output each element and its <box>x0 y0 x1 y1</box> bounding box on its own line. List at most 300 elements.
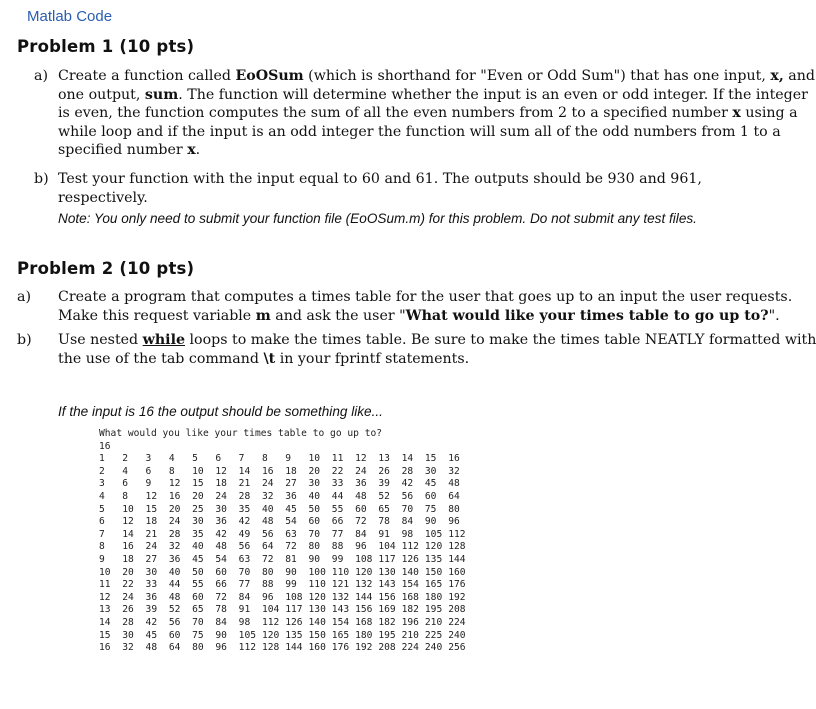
times-table-cell: 44 <box>331 490 344 502</box>
times-table-cell: 30 <box>145 566 158 578</box>
times-table-cell: 12 <box>99 591 111 603</box>
times-table-cell: 16 <box>261 465 274 477</box>
times-table-cell: 192 <box>355 642 373 654</box>
times-table-cell: 72 <box>285 541 297 553</box>
times-table-cell: 176 <box>448 579 466 591</box>
times-table-cell: 135 <box>424 553 443 565</box>
times-table-cell: 70 <box>192 616 204 628</box>
times-table-cell: 90 <box>424 516 437 528</box>
times-table-cell: 104 <box>378 541 396 553</box>
times-table-cell: 54 <box>215 553 227 565</box>
times-table-cell: 20 <box>308 465 321 477</box>
times-table-cell: 4 <box>99 490 105 502</box>
times-table-row <box>99 516 460 529</box>
times-table-cell: 88 <box>331 541 344 553</box>
times-table-cell: 96 <box>261 591 274 603</box>
times-table-cell: 98 <box>401 528 414 540</box>
times-table-cell: 39 <box>145 604 158 616</box>
times-table-cell: 72 <box>261 553 274 565</box>
times-table-cell: 26 <box>122 604 134 616</box>
times-table-cell: 65 <box>192 604 204 616</box>
times-table-row <box>99 503 460 517</box>
times-table-cell: 15 <box>424 453 437 465</box>
times-table-cell: 60 <box>168 629 181 641</box>
console-input: 16 <box>99 440 111 452</box>
times-table <box>99 453 466 655</box>
problem-1-note: Note: You only need to submit your function file (EoOSum.m) for this problem. Do not submit any test files. <box>58 211 697 226</box>
text-line: Use nested while loops to make the times table. Be sure to make the times table NEATLY formatted with <box>58 332 816 348</box>
times-table-cell: 16 <box>122 541 134 553</box>
times-table-cell: 8 <box>261 453 268 465</box>
times-table-cell: 60 <box>355 503 367 515</box>
times-table-cell: 40 <box>261 503 274 515</box>
times-table-cell: 39 <box>378 478 390 490</box>
times-table-cell: 12 <box>215 465 227 477</box>
times-table-cell: 8 <box>122 490 129 502</box>
times-table-cell: 150 <box>424 566 443 578</box>
times-table-cell: 120 <box>355 566 373 578</box>
times-table-cell: 192 <box>448 591 466 603</box>
times-table-cell: 120 <box>261 629 280 641</box>
times-table-cell: 96 <box>448 516 460 528</box>
times-table-cell: 165 <box>331 629 350 641</box>
times-table-cell: 11 <box>99 579 111 591</box>
times-table-cell: 110 <box>308 579 326 591</box>
times-table-cell: 130 <box>308 604 326 616</box>
times-table-cell: 99 <box>285 579 297 591</box>
times-table-cell: 130 <box>378 566 396 578</box>
times-table-cell: 66 <box>331 516 344 528</box>
times-table-cell: 36 <box>285 490 297 502</box>
times-table-cell: 10 <box>192 465 204 477</box>
times-table-cell: 144 <box>285 642 303 654</box>
times-table-cell: 32 <box>261 490 274 502</box>
times-table-cell: 16 <box>168 490 181 502</box>
times-table-cell: 40 <box>308 490 321 502</box>
times-table-cell: 84 <box>215 616 227 628</box>
times-table-cell: 117 <box>378 553 396 565</box>
times-table-cell: 196 <box>401 616 419 628</box>
times-table-cell: 60 <box>308 516 321 528</box>
times-table-cell: 225 <box>424 629 443 641</box>
times-table-cell: 10 <box>122 503 134 515</box>
times-table-cell: 150 <box>308 629 326 641</box>
times-table-cell: 180 <box>355 629 373 641</box>
times-table-cell: 100 <box>308 566 326 578</box>
problem-1-heading: Problem 1 (10 pts) <box>17 37 195 56</box>
times-table-row <box>99 553 466 567</box>
times-table-cell: 84 <box>401 516 414 528</box>
times-table-cell: 28 <box>401 465 414 477</box>
times-table-cell: 45 <box>424 478 437 490</box>
times-table-cell: 15 <box>192 478 204 490</box>
times-table-cell: 96 <box>355 541 367 553</box>
times-table-cell: 8 <box>168 465 175 477</box>
times-table-cell: 182 <box>378 616 396 628</box>
times-table-cell: 144 <box>448 553 466 565</box>
part-b-text <box>58 331 816 368</box>
times-table-cell: 4 <box>122 465 129 477</box>
times-table-row <box>99 528 466 542</box>
times-table-cell: 160 <box>448 566 466 578</box>
part-b-label: b) <box>17 332 32 348</box>
times-table-cell: 35 <box>238 503 251 515</box>
times-table-cell: 108 <box>355 553 373 565</box>
times-table-cell: 64 <box>448 490 460 502</box>
times-table-cell: 240 <box>448 629 466 641</box>
times-table-cell: 210 <box>401 629 419 641</box>
times-table-row <box>99 629 466 643</box>
times-table-cell: 36 <box>168 553 181 565</box>
times-table-cell: 5 <box>99 503 105 515</box>
times-table-cell: 60 <box>215 566 227 578</box>
times-table-cell: 56 <box>168 616 181 628</box>
times-table-cell: 60 <box>424 490 437 502</box>
times-table-cell: 45 <box>145 629 158 641</box>
times-table-cell: 169 <box>378 604 396 616</box>
times-table-row <box>99 465 460 479</box>
times-table-cell: 154 <box>331 616 350 628</box>
times-table-cell: 60 <box>192 591 204 603</box>
times-table-cell: 18 <box>285 465 297 477</box>
times-table-cell: 90 <box>215 629 227 641</box>
times-table-cell: 72 <box>355 516 367 528</box>
times-table-cell: 98 <box>238 616 251 628</box>
times-table-cell: 75 <box>424 503 437 515</box>
times-table-cell: 50 <box>192 566 204 578</box>
times-table-cell: 36 <box>145 591 158 603</box>
times-table-cell: 18 <box>145 516 158 528</box>
times-table-cell: 180 <box>424 591 443 603</box>
times-table-cell: 78 <box>378 516 390 528</box>
times-table-cell: 30 <box>424 465 437 477</box>
times-table-cell: 52 <box>168 604 181 616</box>
times-table-cell: 91 <box>238 604 251 616</box>
times-table-cell: 7 <box>238 453 245 465</box>
times-table-cell: 140 <box>401 566 419 578</box>
times-table-cell: 24 <box>122 591 134 603</box>
times-table-cell: 16 <box>99 642 111 654</box>
times-table-cell: 16 <box>448 453 460 465</box>
times-table-cell: 48 <box>215 541 227 553</box>
times-table-cell: 24 <box>261 478 274 490</box>
times-table-cell: 70 <box>238 566 251 578</box>
times-table-cell: 2 <box>99 465 105 477</box>
text-line: is even, the function computes the sum of all the even numbers from 2 to a specified number x using a <box>58 105 798 121</box>
times-table-cell: 28 <box>238 490 251 502</box>
times-table-cell: 168 <box>355 616 373 628</box>
text-line: Create a function called EoOSum (which is shorthand for "Even or Odd Sum") that has one input, x, and <box>58 68 815 84</box>
times-table-cell: 44 <box>168 579 181 591</box>
times-table-cell: 210 <box>424 616 443 628</box>
times-table-cell: 112 <box>401 541 419 553</box>
times-table-cell: 13 <box>378 453 390 465</box>
times-table-cell: 88 <box>261 579 274 591</box>
console-prompt: What would you like your times table to go up to? <box>99 428 383 439</box>
times-table-cell: 126 <box>401 553 419 565</box>
times-table-cell: 165 <box>424 579 443 591</box>
times-table-cell: 75 <box>192 629 204 641</box>
times-table-cell: 8 <box>99 541 105 553</box>
times-table-cell: 63 <box>285 528 297 540</box>
times-table-cell: 24 <box>145 541 158 553</box>
example-console-output <box>99 428 466 655</box>
times-table-cell: 9 <box>99 553 105 565</box>
times-table-cell: 78 <box>215 604 227 616</box>
times-table-cell: 96 <box>215 642 227 654</box>
times-table-cell: 12 <box>355 453 367 465</box>
times-table-cell: 14 <box>122 528 134 540</box>
times-table-cell: 168 <box>401 591 419 603</box>
times-table-cell: 20 <box>122 566 134 578</box>
times-table-row <box>99 616 466 630</box>
part-a-label: a) <box>17 289 31 305</box>
times-table-cell: 256 <box>448 642 466 654</box>
times-table-cell: 6 <box>145 465 152 477</box>
times-table-cell: 4 <box>168 453 175 465</box>
times-table-cell: 24 <box>215 490 227 502</box>
times-table-cell: 6 <box>215 453 222 465</box>
times-table-cell: 14 <box>401 453 414 465</box>
times-table-cell: 12 <box>168 478 181 490</box>
text-line: Create a program that computes a times table for the user that goes up to an input the user requests. <box>58 289 793 305</box>
times-table-cell: 55 <box>331 503 344 515</box>
times-table-cell: 77 <box>331 528 344 540</box>
times-table-cell: 48 <box>145 642 158 654</box>
times-table-cell: 14 <box>238 465 251 477</box>
times-table-cell: 30 <box>308 478 321 490</box>
times-table-cell: 30 <box>122 629 134 641</box>
times-table-cell: 110 <box>331 566 350 578</box>
times-table-cell: 9 <box>285 453 292 465</box>
times-table-cell: 48 <box>168 591 181 603</box>
times-table-cell: 154 <box>401 579 419 591</box>
times-table-cell: 10 <box>99 566 111 578</box>
times-table-cell: 42 <box>401 478 414 490</box>
times-table-cell: 135 <box>285 629 303 641</box>
times-table-cell: 80 <box>261 566 274 578</box>
text-line: specified number x. <box>58 142 201 158</box>
times-table-cell: 156 <box>378 591 396 603</box>
times-table-cell: 6 <box>99 516 105 528</box>
times-table-cell: 143 <box>378 579 396 591</box>
times-table-cell: 56 <box>261 528 274 540</box>
times-table-cell: 42 <box>215 528 227 540</box>
times-table-cell: 22 <box>122 579 134 591</box>
times-table-cell: 45 <box>192 553 204 565</box>
times-table-cell: 25 <box>192 503 204 515</box>
times-table-cell: 132 <box>331 591 350 603</box>
times-table-cell: 40 <box>192 541 204 553</box>
times-table-cell: 128 <box>261 642 280 654</box>
times-table-cell: 55 <box>192 579 204 591</box>
times-table-cell: 195 <box>424 604 443 616</box>
times-table-cell: 72 <box>215 591 227 603</box>
times-table-cell: 9 <box>145 478 152 490</box>
times-table-cell: 36 <box>355 478 367 490</box>
times-table-cell: 48 <box>355 490 367 502</box>
times-table-cell: 3 <box>99 478 105 490</box>
times-table-cell: 84 <box>355 528 367 540</box>
times-table-cell: 112 <box>261 616 280 628</box>
times-table-cell: 99 <box>331 553 344 565</box>
times-table-cell: 66 <box>215 579 227 591</box>
times-table-row <box>99 604 466 617</box>
times-table-cell: 182 <box>401 604 419 616</box>
times-table-cell: 65 <box>378 503 390 515</box>
times-table-cell: 15 <box>145 503 158 515</box>
times-table-cell: 28 <box>168 528 181 540</box>
times-table-cell: 52 <box>378 490 390 502</box>
times-table-cell: 126 <box>285 616 303 628</box>
times-table-row <box>99 541 466 554</box>
times-table-cell: 70 <box>308 528 321 540</box>
times-table-cell: 45 <box>285 503 297 515</box>
times-table-cell: 91 <box>378 528 390 540</box>
times-table-cell: 117 <box>285 604 303 616</box>
times-table-cell: 32 <box>448 465 460 477</box>
times-table-cell: 84 <box>238 591 251 603</box>
problem-1-part-b <box>34 170 769 206</box>
times-table-cell: 105 <box>238 629 256 641</box>
times-table-cell: 70 <box>401 503 414 515</box>
times-table-cell: 90 <box>308 553 321 565</box>
times-table-cell: 20 <box>192 490 204 502</box>
times-table-cell: 63 <box>238 553 251 565</box>
times-table-cell: 54 <box>285 516 297 528</box>
times-table-cell: 56 <box>401 490 414 502</box>
times-table-cell: 120 <box>424 541 443 553</box>
times-table-cell: 10 <box>308 453 321 465</box>
times-table-cell: 12 <box>122 516 134 528</box>
times-table-cell: 64 <box>261 541 274 553</box>
times-table-cell: 42 <box>238 516 251 528</box>
times-table-cell: 80 <box>192 642 204 654</box>
times-table-row <box>99 566 466 580</box>
times-table-cell: 208 <box>378 642 396 654</box>
times-table-cell: 81 <box>285 553 297 565</box>
times-table-cell: 36 <box>215 516 227 528</box>
times-table-cell: 6 <box>122 478 129 490</box>
part-b-text: Test your function with the input equal to 60 and 61. The outputs should be 930 and 961, respectively. <box>58 171 702 206</box>
times-table-cell: 144 <box>355 591 373 603</box>
times-table-cell: 112 <box>238 642 256 654</box>
times-table-row <box>99 591 466 605</box>
times-table-cell: 24 <box>355 465 367 477</box>
part-a-text <box>58 288 792 325</box>
times-table-cell: 49 <box>238 528 251 540</box>
times-table-cell: 128 <box>448 541 466 553</box>
times-table-cell: 35 <box>192 528 204 540</box>
times-table-cell: 56 <box>238 541 251 553</box>
times-table-cell: 40 <box>168 566 181 578</box>
times-table-row <box>99 642 466 655</box>
text-line: while loop and if the input is an odd integer the function will sum all of the odd numbers from 1 to a <box>58 123 781 140</box>
times-table-cell: 11 <box>331 453 344 465</box>
times-table-cell: 50 <box>308 503 321 515</box>
times-table-cell: 12 <box>145 490 158 502</box>
problem-1-part-a <box>34 67 815 167</box>
times-table-cell: 121 <box>331 579 350 591</box>
times-table-cell: 80 <box>308 541 321 553</box>
times-table-cell: 30 <box>215 503 227 515</box>
times-table-cell: 15 <box>99 629 111 641</box>
times-table-cell: 80 <box>448 503 460 515</box>
times-table-cell: 48 <box>448 478 460 490</box>
times-table-cell: 104 <box>261 604 280 616</box>
times-table-cell: 21 <box>238 478 251 490</box>
part-a-text <box>58 67 815 160</box>
times-table-cell: 18 <box>215 478 227 490</box>
times-table-cell: 143 <box>331 604 350 616</box>
problem-2-part-a <box>17 288 793 328</box>
times-table-cell: 132 <box>355 579 373 591</box>
times-table-cell: 1 <box>99 453 105 465</box>
text-line: one output, sum. The function will determine whether the input is an even or odd integer. If the integer <box>58 86 808 103</box>
text-line: the use of the tab command \t in your fprintf statements. <box>58 350 470 367</box>
times-table-cell: 64 <box>168 642 181 654</box>
times-table-row <box>99 579 466 592</box>
times-table-cell: 42 <box>145 616 158 628</box>
example-caption: If the input is 16 the output should be something like... <box>58 404 383 419</box>
times-table-cell: 28 <box>122 616 134 628</box>
times-table-cell: 240 <box>424 642 443 654</box>
times-table-cell: 3 <box>145 453 152 465</box>
times-table-cell: 90 <box>285 566 297 578</box>
times-table-cell: 33 <box>331 478 344 490</box>
times-table-cell: 105 <box>424 528 443 540</box>
times-table-cell: 30 <box>192 516 204 528</box>
times-table-cell: 108 <box>285 591 303 603</box>
times-table-cell: 27 <box>285 478 297 490</box>
times-table-cell: 32 <box>122 642 134 654</box>
part-b-label: b) <box>34 171 49 187</box>
page-header-title: Matlab Code <box>27 8 113 25</box>
times-table-cell: 21 <box>145 528 158 540</box>
times-table-cell: 20 <box>168 503 181 515</box>
times-table-cell: 24 <box>168 516 181 528</box>
part-a-label: a) <box>34 68 48 84</box>
times-table-cell: 32 <box>168 541 181 553</box>
text-line: Make this request variable m and ask the user "What would like your times table to go up to?". <box>58 307 780 324</box>
times-table-cell: 195 <box>378 629 396 641</box>
times-table-row <box>99 453 460 466</box>
times-table-cell: 26 <box>378 465 390 477</box>
times-table-cell: 33 <box>145 579 158 591</box>
times-table-row <box>99 478 460 491</box>
times-table-cell: 18 <box>122 553 134 565</box>
times-table-cell: 2 <box>122 453 129 465</box>
times-table-cell: 14 <box>99 616 111 628</box>
times-table-cell: 140 <box>308 616 326 628</box>
times-table-cell: 224 <box>448 616 466 628</box>
times-table-cell: 112 <box>448 528 466 540</box>
times-table-cell: 5 <box>192 453 198 465</box>
times-table-cell: 48 <box>261 516 274 528</box>
problem-2-heading: Problem 2 (10 pts) <box>17 259 195 278</box>
times-table-cell: 22 <box>331 465 344 477</box>
times-table-cell: 156 <box>355 604 373 616</box>
times-table-row <box>99 490 460 504</box>
times-table-cell: 13 <box>99 604 111 616</box>
times-table-cell: 120 <box>308 591 326 603</box>
times-table-cell: 7 <box>99 528 105 540</box>
times-table-cell: 27 <box>145 553 158 565</box>
times-table-cell: 208 <box>448 604 466 616</box>
problem-2-part-b <box>17 331 816 371</box>
times-table-cell: 160 <box>308 642 326 654</box>
times-table-cell: 176 <box>331 642 350 654</box>
